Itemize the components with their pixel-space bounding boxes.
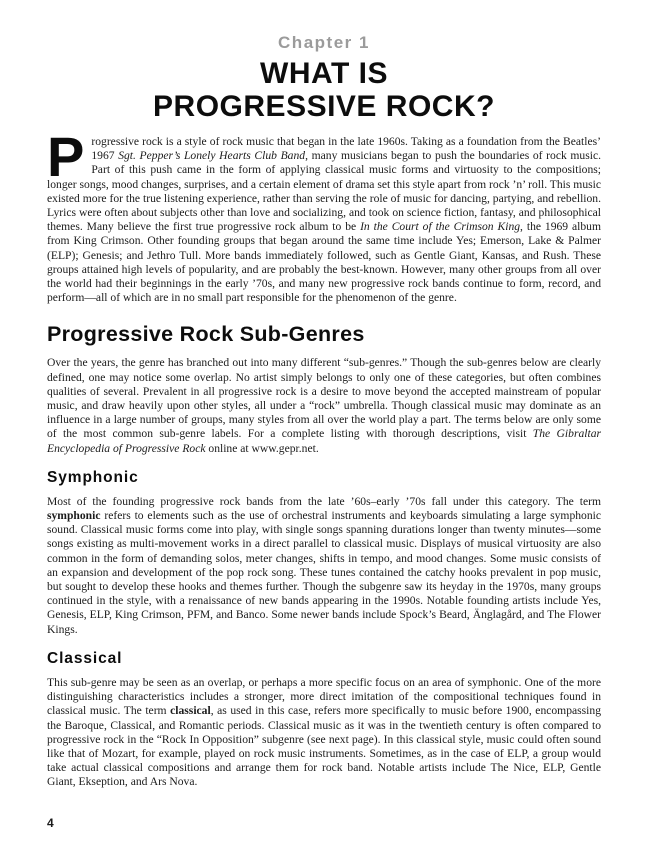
page-title-line-2: PROGRESSIVE ROCK? (153, 90, 495, 123)
drop-cap: P (47, 125, 85, 188)
intro-paragraph (47, 125, 602, 305)
section-heading-classical: Classical (47, 649, 123, 667)
section-heading-subgenres: Progressive Rock Sub-Genres (47, 322, 365, 347)
page-title-line-1: WHAT IS (260, 57, 388, 90)
chapter-label: Chapter 1 (278, 33, 370, 52)
subgenres-intro-paragraph: Over the years, the genre has branched out into many different “sub-genres.” Though the sub-genres below are clearly defined, one may notice some overlap. No artist simply belongs to only one of these categories, but often combines qualities of several. Prevalent in all progressive rock is a desire to move beyond the accepted mainstream of popular music, and draw heavily upon other styles, all under a “rock” umbrella. Though classical music may dominate as an influence in a large number of groups, many styles from all over the world play a part. The terms below are only some of the most common sub-genre labels. For a complete listing with thorough descriptions, visit The Gibraltar Encyclopedia of Progressive Rock online at www.gepr.net. (47, 356, 602, 455)
symphonic-paragraph: Most of the founding progressive rock bands from the late ’60s–early ’70s fall under this category. The term symphonic refers to elements such as the use of orchestral instruments and keyboards simulating a large symphonic sound. Classical music forms come into play, with single songs spanning durations longer than twenty minutes—some songs existing as multi-movement works in a direct parallel to classical music. Displays of musical virtuosity are also common in the form of demanding solos, meter changes, shifts in tempo, and mood changes. Some music consists of an expansion and development of the pop rock song. These tunes contained the catchy hooks prevalent in pop music, but sought to develop these hooks and themes further. Though the subgenre saw its heyday in the 1970s, many groups continued in the style, with a renaissance of new bands appearing in the 1990s. Notable founding artists include Yes, Genesis, ELP, King Crimson, PFM, and Banco. Some newer bands include Spock’s Beard, Änglagård, and The Flower Kings. (47, 494, 601, 636)
page-number: 4 (47, 816, 54, 830)
page-title (47, 57, 601, 123)
section-heading-symphonic: Symphonic (47, 468, 139, 486)
intro-paragraph-text: rogressive rock is a style of rock music that began in the late 1960s. Taking as a foundation from the Beatles’ 1967 Sgt. Pepper’s Lonely Hearts Club Band, many musicians began to push the boundaries of rock music. Part of this push came in the form of applying classical music forms and virtuosity to the compositions; longer songs, mood changes, surprises, and a certain element of drama set this style apart from rock ’n’ roll. This music existed more for the true listening experience, rather than serving the role of music for dancing, partying, and rebellion. Lyrics were often about subjects other than love and socializing, and took on science fiction, fantasy, and philosophical themes. Many believe the first true progressive rock album to be In the Court of the Crimson King, the 1969 album from King Crimson. Other founding groups that began around the same time include Yes; Emerson, Lake & Palmer (ELP); Genesis; and Jethro Tull. More bands immediately followed, such as Gentle Giant, Kansas, and Rush. These groups attained high levels of popularity, and are probably the best-known. However, many other groups from all over the world had their beginnings in the early ’70s, and many new progressive rock bands continue to form, record, and perform—all of which are in no small part responsible for the phenomenon of the genre. (47, 135, 602, 305)
page-content (47, 0, 601, 790)
classical-paragraph: This sub-genre may be seen as an overlap, or perhaps a more specific focus on an area of symphonic. One of the more distinguishing characteristics includes a stronger, more direct imitation of the compositional techniques found in classical music. The term classical, as used in this case, refers more specifically to music before 1900, encompassing the Baroque, Classical, and Romantic periods. Classical music as it was in the twentieth century is often compared to progressive rock in the “Rock In Opposition” subgenre (see next page). In this classical style, music could often sound like that of Mozart, for example, played on rock music instruments. Sometimes, as in the case of ELP, a group would take actual classical compositions and arrange them for rock band. Notable artists include The Nice, ELP, Gentle Giant, Ekseption, and Ars Nova. (47, 675, 601, 789)
